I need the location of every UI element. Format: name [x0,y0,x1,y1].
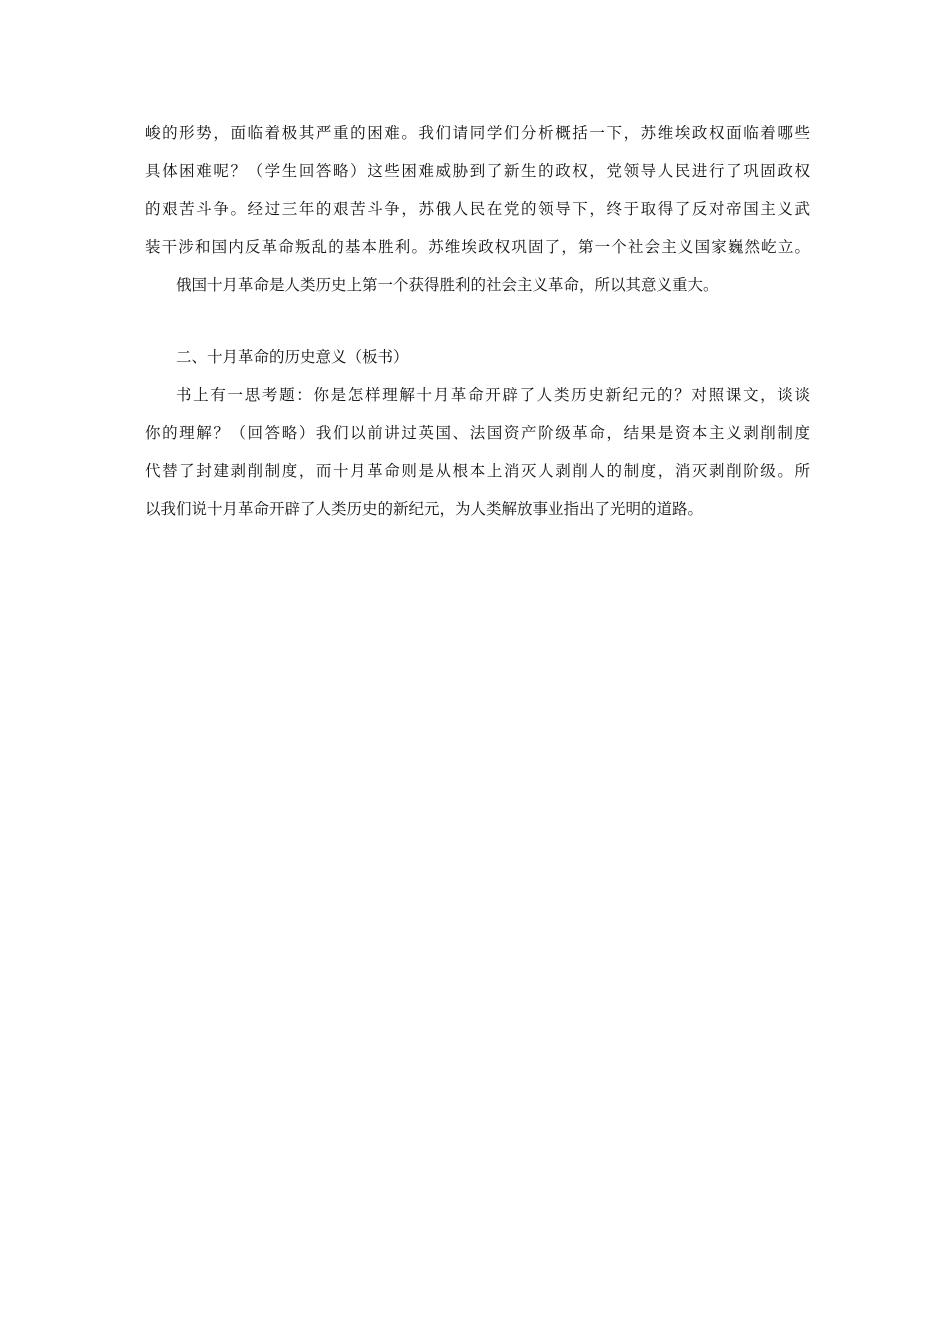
text-line: 俄国十月革命是人类历史上第一个获得胜利的社会主义革命，所以其意义重大。 [176,276,719,294]
text-line: 装干涉和国内反革命叛乱的基本胜利。苏维埃政权巩固了，第一个社会主义国家巍然屹立。 [145,238,810,256]
text-line: 你的理解？（回答略）我们以前讲过英国、法国资产阶级革命，结果是资本主义剥削制度 [145,424,810,442]
section-heading: 二、十月革命的历史意义（板书） [176,348,409,366]
text-line: 以我们说十月革命开辟了人类历史的新纪元，为人类解放事业指出了光明的道路。 [145,500,704,518]
text-line: 具体困难呢？（学生回答略）这些困难威胁到了新生的政权，党领导人民进行了巩固政权 [145,162,810,180]
paragraph-soviet-difficulties [145,114,810,266]
paragraph-spacer [145,304,810,338]
paragraph-revolution-significance [145,266,810,304]
text-line: 代替了封建剥削制度，而十月革命则是从根本上消灭人剥削人的制度，消灭剥削阶级。所 [145,462,810,480]
paragraph-new-era [145,376,810,528]
text-line: 书上有一思考题：你是怎样理解十月革命开辟了人类历史新纪元的？对照课文，谈谈 [176,386,810,404]
text-line: 的艰苦斗争。经过三年的艰苦斗争，苏俄人民在党的领导下，终于取得了反对帝国主义武 [145,200,810,218]
document-body [145,114,810,528]
text-line: 峻的形势，面临着极其严重的困难。我们请同学们分析概括一下，苏维埃政权面临着哪些 [145,124,810,142]
